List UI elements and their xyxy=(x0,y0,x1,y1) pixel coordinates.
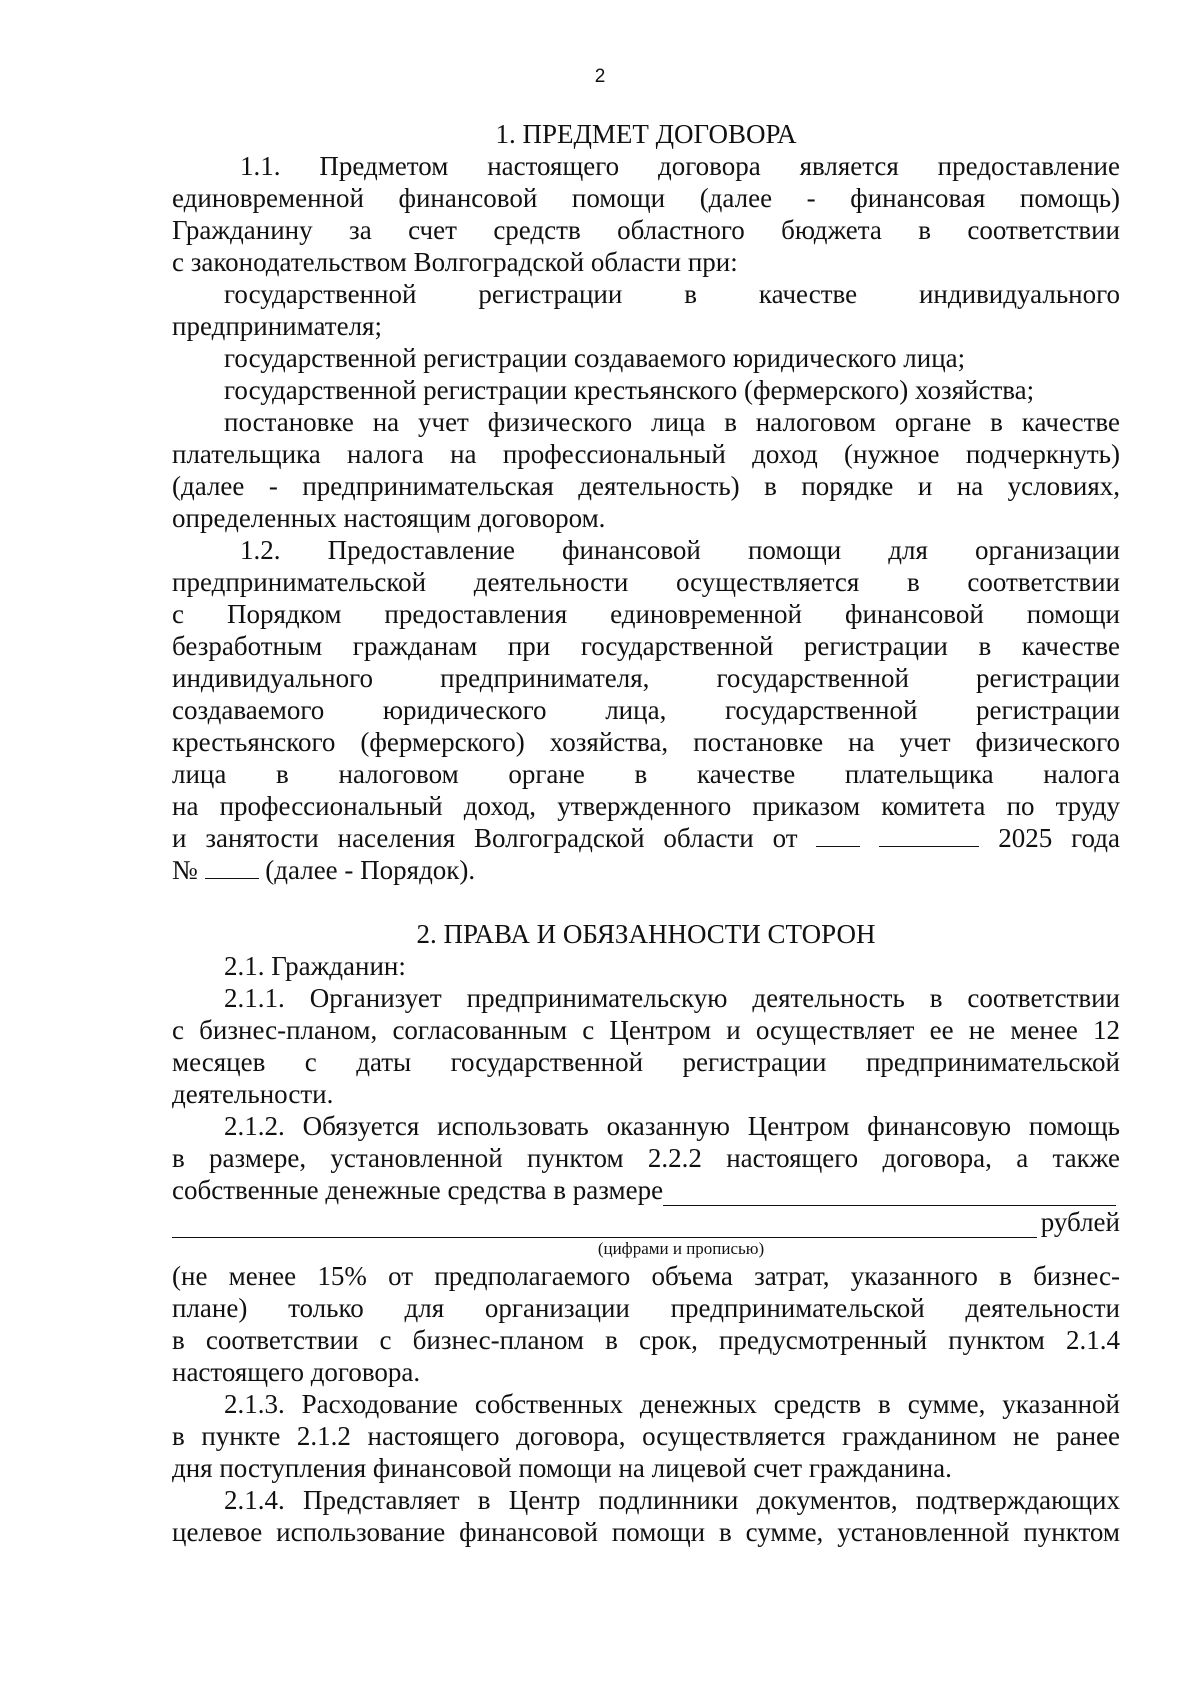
text-line: предпринимателя; xyxy=(172,311,382,341)
text-line: в размере, установленной пунктом 2.2.2 настоящего договора, а также xyxy=(172,1143,1120,1173)
number-sign: № xyxy=(172,855,198,885)
paragraph-2-1-4 xyxy=(172,1484,1120,1548)
text-line: настоящего договора. xyxy=(172,1357,421,1387)
paragraph-2-1-2 xyxy=(172,1110,1120,1388)
text-line: целевое использование финансовой помощи в сумме, установленной пунктом xyxy=(172,1517,1120,1547)
text-line: месяцев с даты государственной регистрации предпринимательской xyxy=(172,1047,1120,1077)
paragraph-2-1-3 xyxy=(172,1388,1120,1484)
amount-words-blank xyxy=(172,1213,1037,1238)
text-line: крестьянского (фермерского) хозяйства, постановке на учет физического xyxy=(172,727,1120,757)
section-1-title: 1. ПРЕДМЕТ ДОГОВОРА xyxy=(495,119,797,149)
paragraph-2-1: 2.1. Гражданин: xyxy=(224,951,406,981)
rubles-label: рублей xyxy=(1040,1207,1120,1237)
text-line: 2.1.2. Обязуется использовать оказанную Центром финансовую помощь xyxy=(224,1111,1120,1141)
text-line: лица в налоговом органе в качестве плательщика налога xyxy=(172,759,1120,789)
list-item-ip xyxy=(172,278,1120,342)
text-line: Гражданину за счет средств областного бюджета в соответствии xyxy=(172,215,1120,245)
text-line: создаваемого юридического лица, государственной регистрации xyxy=(172,695,1120,725)
own-funds-line xyxy=(172,1174,1120,1206)
rubles-line xyxy=(172,1206,1120,1238)
text-line: 1.1. Предметом настоящего договора является предоставление xyxy=(240,151,1120,181)
text-line: 2.1.4. Представляет в Центр подлинники документов, подтверждающих xyxy=(224,1485,1120,1515)
text-line: предпринимательской деятельности осуществляется в соответствии xyxy=(172,567,1120,597)
text-line xyxy=(172,854,1120,886)
text-line: с Порядком предоставления единовременной финансовой помощи xyxy=(172,599,1120,629)
text-line: с бизнес-планом, согласованным с Центром и осуществляет ее не менее 12 xyxy=(172,1015,1120,1045)
text-fragment: 2025 года xyxy=(998,823,1120,853)
page-number: 2 xyxy=(594,66,606,87)
text-fragment: (далее - Порядок). xyxy=(265,855,476,885)
text-line: на профессиональный доход, утвержденного приказом комитета по труду xyxy=(172,791,1120,821)
section-gap xyxy=(172,886,1120,918)
field-caption: (цифрами и прописью) xyxy=(597,1239,765,1258)
text-line: государственной регистрации создаваемого юридического лица; xyxy=(224,343,966,373)
text-line xyxy=(172,822,1120,854)
date-month-blank xyxy=(879,824,979,847)
text-line: индивидуального предпринимателя, государственной регистрации xyxy=(172,663,1120,693)
text-line: в соответствии с бизнес-планом в срок, предусмотренный пунктом 2.1.4 xyxy=(172,1325,1120,1355)
section-2-title: 2. ПРАВА И ОБЯЗАННОСТИ СТОРОН xyxy=(416,919,876,949)
text-line: государственной регистрации в качестве индивидуального xyxy=(224,279,1120,309)
paragraph-2-1-1 xyxy=(172,982,1120,1110)
text-line: с законодательством Волгоградской области при: xyxy=(172,247,738,277)
text-line: (далее - предпринимательская деятельность) в порядке и на условиях, xyxy=(172,471,1120,501)
text-line: 1.2. Предоставление финансовой помощи для организации xyxy=(240,535,1120,565)
text-line: определенных настоящим договором. xyxy=(172,503,606,533)
date-day-blank xyxy=(816,824,860,847)
text-line: 2.1.3. Расходование собственных денежных средств в сумме, указанной xyxy=(224,1389,1120,1419)
text-line: дня поступления финансовой помощи на лицевой счет гражданина. xyxy=(172,1453,952,1483)
document-body xyxy=(172,118,1120,1548)
text-line: безработным гражданам при государственной регистрации в качестве xyxy=(172,631,1120,661)
text-line: плательщика налога на профессиональный доход (нужное подчеркнуть) xyxy=(172,439,1120,469)
amount-blank xyxy=(663,1181,1116,1206)
text-line: (не менее 15% от предполагаемого объема затрат, указанного в бизнес- xyxy=(172,1261,1120,1291)
paragraph-1-2 xyxy=(172,534,1120,886)
text-line: единовременной финансовой помощи (далее - финансовая помощь) xyxy=(172,183,1120,213)
list-item-farm xyxy=(172,374,1120,406)
text-line: в пункте 2.1.2 настоящего договора, осуществляется гражданином не ранее xyxy=(172,1421,1120,1451)
text-fragment: собственные денежные средства в размере xyxy=(172,1175,664,1205)
text-line: государственной регистрации крестьянского (фермерского) хозяйства; xyxy=(224,375,1035,405)
paragraph-1-1 xyxy=(172,150,1120,278)
list-item-self-employed xyxy=(172,406,1120,534)
text-line: 2.1.1. Организует предпринимательскую деятельность в соответствии xyxy=(224,983,1120,1013)
text-line: деятельности. xyxy=(172,1079,334,1109)
order-number-blank xyxy=(205,856,259,879)
list-item-legal-entity xyxy=(172,342,1120,374)
text-fragment: и занятости населения Волгоградской области от xyxy=(172,823,798,853)
text-line: плане) только для организации предпринимательской деятельности xyxy=(172,1293,1120,1323)
text-line: постановке на учет физического лица в налоговом органе в качестве xyxy=(224,407,1120,437)
